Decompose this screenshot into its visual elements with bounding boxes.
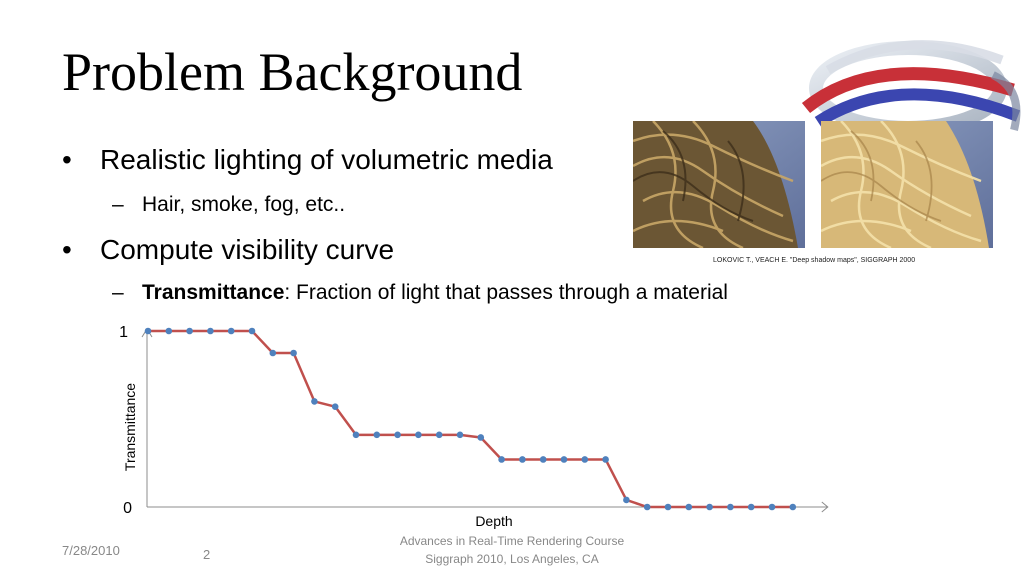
bullet-symbol: • [62,144,72,175]
data-point [498,456,505,463]
footer-course: Advances in Real-Time Rendering Course [399,534,625,548]
data-point [686,504,693,511]
data-point [519,456,526,463]
data-point [457,432,464,439]
data-point [415,432,422,439]
sub-bullet-bold: Transmittance [142,281,285,304]
data-point [790,504,797,511]
data-point [207,328,214,335]
data-point [582,456,589,463]
data-point [665,504,672,511]
page-number: 2 [203,547,211,562]
data-point [145,328,152,335]
bullet-text: Realistic lighting of volumetric media [100,144,553,175]
data-point [374,432,381,439]
data-point [436,432,443,439]
hair-render-image-left [633,121,805,248]
dash-symbol: – [112,281,124,304]
data-point [249,328,256,335]
data-point [478,434,485,441]
data-point [727,504,734,511]
sub-bullet-rest: : Fraction of light that passes through a material [284,281,728,304]
data-point [540,456,547,463]
footer-date: 7/28/2010 [62,543,120,558]
y-tick-label: 1 [119,324,128,341]
y-axis-label: Transmittance [122,382,138,472]
data-point [353,432,360,439]
y-tick-label: 0 [123,500,132,517]
data-point [561,456,568,463]
data-point [186,328,193,335]
bullet-symbol: • [62,234,72,265]
footer-venue: Siggraph 2010, Los Angeles, CA [425,552,599,566]
transmittance-chart [110,318,840,536]
data-point [623,497,630,504]
sub-bullet-text [142,278,728,308]
image-caption: LOKOVIC T., VEACH E. "Deep shadow maps", SIGGRAPH 2000 [713,257,916,264]
transmittance-curve [148,331,793,507]
data-point [748,504,755,511]
footer-course-info [372,532,652,568]
data-point [228,328,235,335]
data-point [602,456,609,463]
data-point [311,398,318,405]
slide-title: Problem Background [62,42,523,102]
data-point [270,350,277,357]
hair-render-image-right [821,121,993,248]
data-point [332,403,339,410]
x-axis-label: Depth [475,513,513,529]
data-point [166,328,173,335]
data-point [769,504,776,511]
data-point [290,350,297,357]
bullet-text: Compute visibility curve [100,234,395,265]
data-point [706,504,713,511]
data-point [644,504,651,511]
sub-bullet-text: Hair, smoke, fog, etc.. [142,193,346,216]
data-point [394,432,401,439]
dash-symbol: – [112,193,124,216]
